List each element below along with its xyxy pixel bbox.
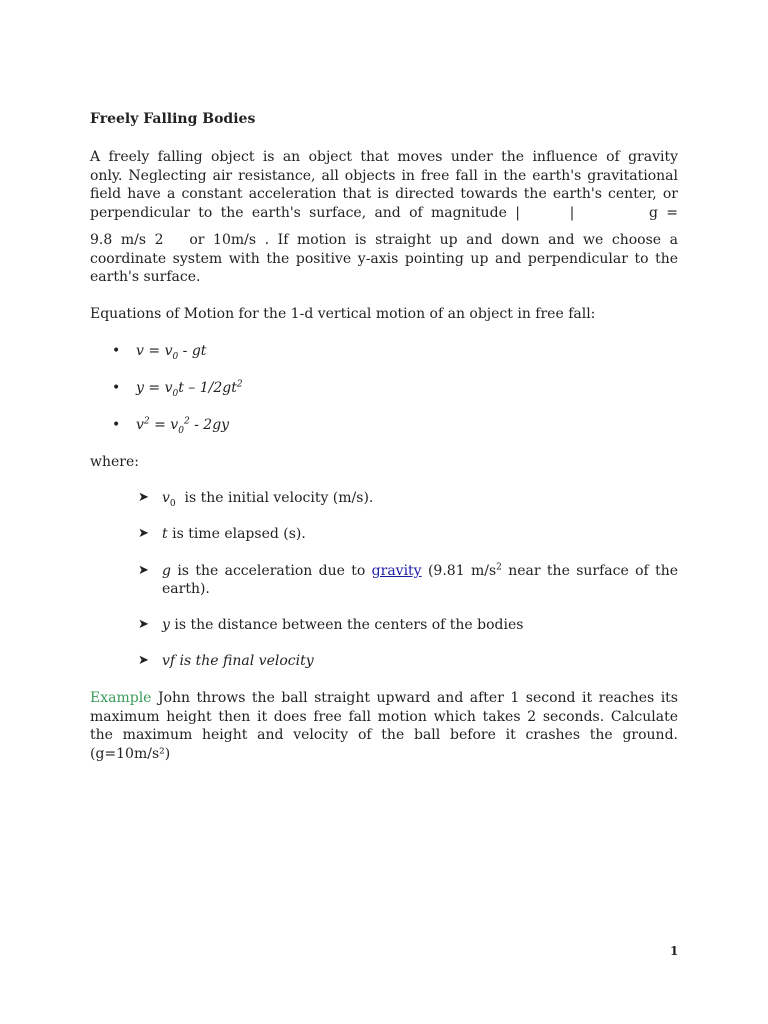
arrow-bullet-icon: ➤ [138, 526, 149, 541]
intro-continuation [90, 231, 678, 287]
definition-time: t is time elapsed (s). [162, 526, 306, 542]
example-label: Example [90, 690, 152, 706]
example-paragraph [90, 689, 678, 763]
definition-initial-velocity: $v_0$ is the initial velocity (m/s). [162, 490, 374, 509]
page-title: Freely Falling Bodies [90, 111, 256, 127]
equation-velocity-squared: $v^2 = v_0^2 - 2gy$ [136, 416, 230, 436]
definition-item [138, 616, 678, 634]
equation-item [112, 416, 229, 434]
definition-item [138, 525, 678, 543]
intro-line: A freely falling object is an object that moves under the influence of gravity [90, 149, 678, 165]
intro-line: 9.8 m/s 2 or 10m/s . If motion is straight up and down and we choose a [90, 232, 678, 248]
definition-distance: y is the distance between the centers of the bodies [162, 617, 524, 633]
intro-line: earth's surface. [90, 269, 201, 285]
intro-line: only. Neglecting air resistance, all objects in free fall in the earth's gravitational [90, 167, 678, 184]
arrow-bullet-icon: ➤ [138, 563, 149, 578]
equation-velocity: $v = v_0$ - gt [136, 343, 207, 362]
definition-item [138, 652, 678, 670]
intro-line: perpendicular to the earth's surface, and of magnitude | | g = [90, 204, 678, 221]
intro-line: field have a constant acceleration that is directed towards the earth's center, or [90, 186, 678, 202]
definition-gravity: g is the acceleration due to gravity (9.81 $m/s^2$ near the surface of the earth). [162, 562, 678, 597]
page-number: 1 [670, 944, 679, 958]
bullet-icon: • [112, 343, 121, 359]
equation-position: $y = v_0t - 1/2gt^2$ [136, 379, 243, 399]
arrow-bullet-icon: ➤ [138, 490, 149, 505]
definition-final-velocity: vf is the final velocity [162, 653, 314, 669]
definition-item [138, 489, 678, 507]
bullet-icon: • [112, 417, 121, 433]
bullet-icon: • [112, 380, 121, 396]
intro-paragraph [90, 148, 678, 222]
equation-item [112, 379, 243, 397]
definition-item [138, 562, 678, 598]
where-label: where: [90, 454, 139, 470]
example-text: John throws the ball straight upward and after 1 second it reaches its maximum height then it does free fall motion which takes 2 seconds. Calculate the maximum height and velocity of the ball before it crashes the ground. (g=10m/s²) [90, 690, 678, 762]
equation-item [112, 342, 206, 360]
gravity-link[interactable]: gravity [371, 563, 422, 579]
document-page [90, 0, 678, 1024]
arrow-bullet-icon: ➤ [138, 653, 149, 668]
equations-intro: Equations of Motion for the 1-d vertical motion of an object in free fall: [90, 306, 596, 322]
arrow-bullet-icon: ➤ [138, 617, 149, 632]
intro-line: coordinate system with the positive y-axis pointing up and perpendicular to the [90, 250, 678, 267]
